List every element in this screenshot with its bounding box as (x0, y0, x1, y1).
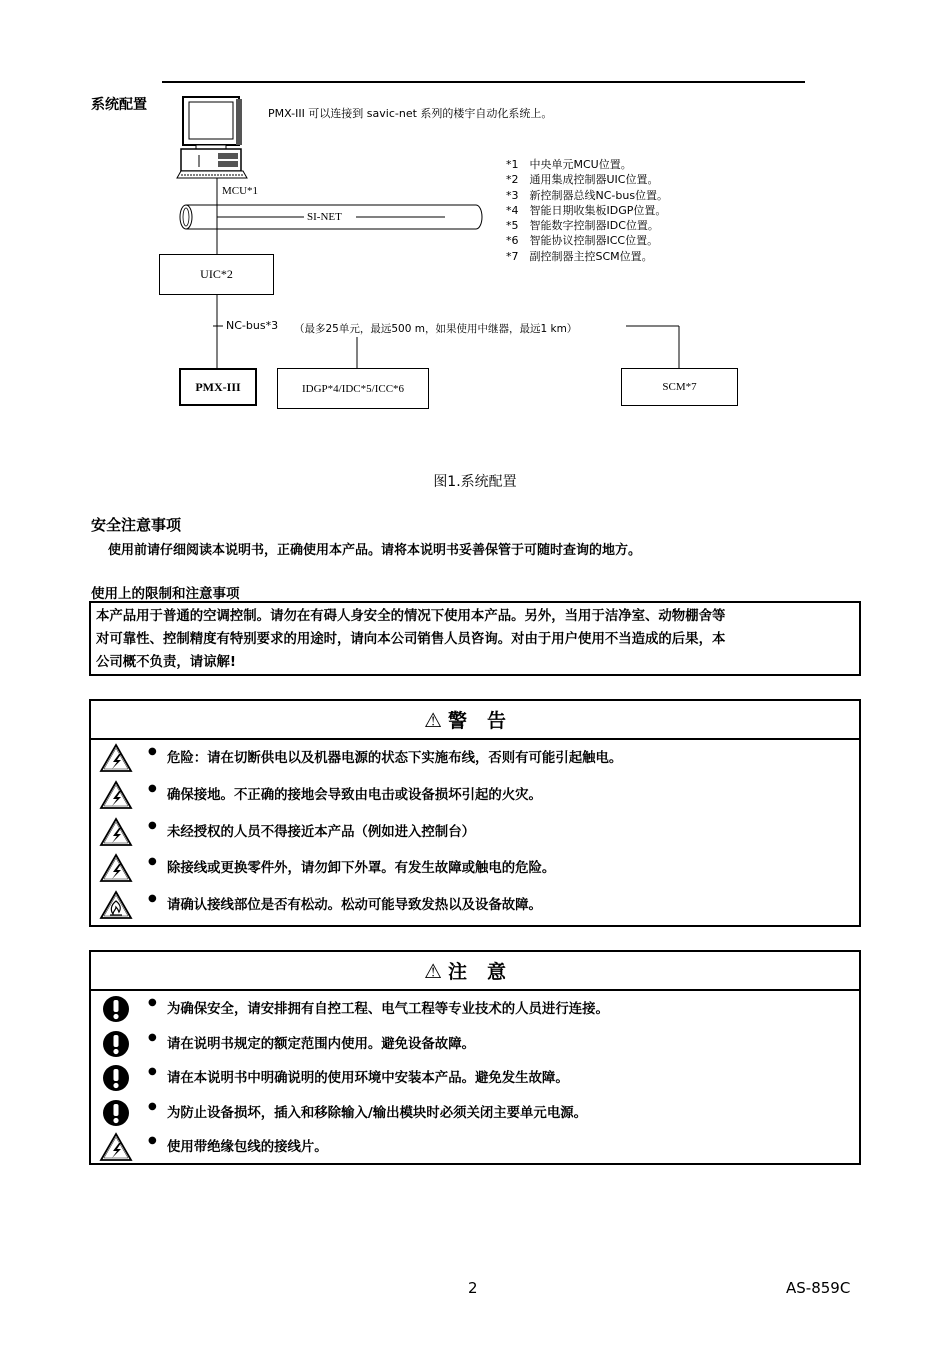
bullet-dot: ● (148, 997, 157, 1008)
caution-title: 注意 (447, 961, 526, 983)
mandatory-action-icon (99, 1098, 133, 1128)
fire-hazard-icon (99, 890, 133, 920)
page-number: 2 (468, 1279, 478, 1297)
uic-label: UIC*2 (200, 267, 233, 281)
bullet-dot: ● (148, 819, 157, 831)
restrictions-line: 公司概不负责，请谅解! (96, 655, 237, 670)
list-item (91, 850, 859, 887)
bullet-dot: ● (148, 856, 157, 868)
warning-header (91, 701, 859, 740)
restrictions-box (89, 601, 861, 676)
idgp-label: IDGP*4/IDC*5/ICC*6 (301, 382, 405, 395)
system-description: PMX-III 可以连接到 savic-net 系列的楼宇自动化系统上。 (268, 107, 553, 120)
ncbus-note: （最多25单元，最远500 m，如果使用中继器，最远1 km） (294, 323, 578, 335)
figure-caption: 图1.系统配置 (433, 474, 517, 490)
footnote: *2 通用集成控制器UIC位置。 (506, 173, 659, 187)
system-config-heading: 系统配置 (91, 97, 147, 113)
bullet-dot: ● (148, 893, 157, 905)
list-item (91, 1095, 859, 1130)
caution-text: 请在说明书规定的额定范围内使用。避免设备故障。 (167, 1036, 475, 1052)
footnote: *6 智能协议控制器ICC位置。 (506, 234, 659, 248)
bullet-dot: ● (148, 1100, 157, 1112)
mandatory-action-icon (99, 1063, 133, 1093)
warning-text: 危险：请在切断供电以及机器电源的状态下实施布线，否则有可能引起触电。 (167, 751, 623, 766)
mandatory-action-icon (99, 1029, 133, 1059)
warning-title: 警告 (447, 710, 526, 732)
computer-icon (177, 97, 247, 178)
bullet-dot: ● (148, 1135, 157, 1146)
warning-panel (89, 699, 861, 927)
footnote: *3 新控制器总线NC-bus位置。 (506, 188, 669, 202)
electric-shock-icon (99, 1132, 133, 1162)
list-item (91, 777, 859, 814)
warning-text: 确保接地。不正确的接地会导致由电击或设备损坏引起的火灾。 (167, 787, 542, 803)
list-item (91, 991, 859, 1026)
footnote: *1 中央单元MCU位置。 (506, 158, 632, 171)
caution-text: 请在本说明书中明确说明的使用环境中安装本产品。避免发生故障。 (167, 1071, 569, 1086)
restrictions-heading: 使用上的限制和注意事项 (91, 586, 240, 602)
list-item (91, 1060, 859, 1095)
electric-shock-icon (99, 853, 133, 883)
list-item (91, 1026, 859, 1061)
footnote-list (506, 157, 668, 264)
list-item (91, 1129, 859, 1164)
mcu-label: MCU*1 (222, 185, 259, 197)
uic-box (159, 254, 274, 295)
caution-text: 为防止设备损坏，插入和移除输入/输出模块时必须关闭主要单元电源。 (167, 1105, 587, 1121)
list-item (91, 740, 859, 777)
bullet-dot: ● (148, 746, 157, 757)
electric-shock-icon (99, 743, 133, 773)
warning-text: 未经授权的人员不得接近本产品（例如进入控制台） (167, 824, 475, 840)
document-code: AS-859C (786, 1279, 851, 1297)
bullet-dot: ● (148, 782, 157, 794)
electric-shock-icon (99, 780, 133, 810)
mandatory-action-icon (99, 994, 133, 1024)
caution-text: 使用带绝缘包线的接线片。 (167, 1140, 328, 1155)
list-item (91, 814, 859, 851)
ncbus-label: NC-bus*3 (226, 319, 279, 332)
bullet-dot: ● (148, 1066, 157, 1077)
caution-triangle-icon: ⚠ (424, 958, 448, 983)
pmx-label: PMX-III (195, 379, 241, 394)
pmx-box (179, 368, 257, 406)
electric-shock-icon (99, 817, 133, 847)
scm-box (621, 368, 738, 406)
footnote: *7 副控制器主控SCM位置。 (506, 249, 653, 263)
scm-label: SCM*7 (662, 381, 697, 393)
list-item (91, 887, 859, 924)
warning-triangle-icon: ⚠ (424, 707, 448, 732)
footnote: *5 智能数字控制器IDC位置。 (506, 219, 659, 233)
warning-text: 除接线或更换零件外，请勿卸下外罩。有发生故障或触电的危险。 (167, 861, 556, 877)
warning-text: 请确认接线部位是否有松动。松动可能导致发热以及设备故障。 (167, 898, 542, 914)
restrictions-line: 本产品用于普通的空调控制。请勿在有碍人身安全的情况下使用本产品。另外，当用于洁净室、动物棚舍等 (96, 609, 726, 624)
bullet-dot: ● (148, 1031, 157, 1043)
restrictions-line: 对可靠性、控制精度有特别要求的用途时，请向本公司销售人员咨询。对由于用户使用不当造成的后果，本 (96, 632, 726, 647)
safety-heading: 安全注意事项 (91, 516, 182, 534)
system-diagram (0, 0, 950, 420)
idgp-box (277, 368, 429, 409)
caution-header (91, 952, 859, 991)
caution-panel (89, 950, 861, 1165)
safety-intro: 使用前请仔细阅读本说明书，正确使用本产品。请将本说明书妥善保管于可随时查询的地方。 (108, 543, 642, 558)
caution-text: 为确保安全，请安排拥有自控工程、电气工程等专业技术的人员进行连接。 (167, 1002, 609, 1017)
footnote: *4 智能日期收集板IDGP位置。 (506, 203, 667, 217)
si-net-label: SI-NET (307, 211, 342, 223)
